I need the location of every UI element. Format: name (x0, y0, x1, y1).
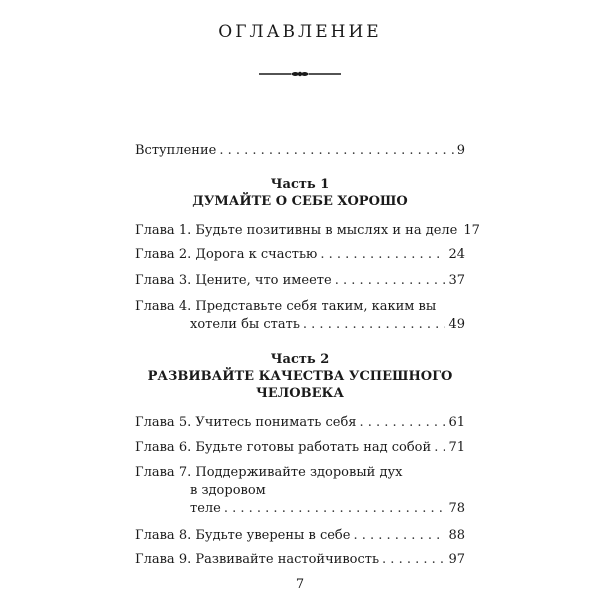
entry-label: Глава 5. Учитесь понимать себя (135, 415, 357, 430)
entry-label: Глава 1. Будьте позитивны в мыслях и на деле (135, 223, 458, 238)
dot-leader (320, 246, 445, 264)
entry-page: 88 (448, 528, 465, 543)
dot-leader (335, 272, 446, 290)
dot-leader (224, 500, 446, 518)
entry-page: 9 (456, 143, 465, 158)
entry-label: Глава 8. Будьте уверены в себе (135, 528, 351, 543)
entry-label: Вступление (135, 143, 217, 158)
toc-entry-chapter-3[interactable] (135, 272, 465, 290)
part-2-heading (135, 351, 465, 402)
entry-page: 97 (448, 552, 465, 567)
entry-label-continued: в здоровом (190, 483, 266, 498)
part-1-heading (135, 176, 465, 210)
part-title-line: ДУМАЙТЕ О СЕБЕ ХОРОШО (192, 194, 408, 209)
dot-leader (353, 527, 445, 545)
part-number: Часть 1 (270, 177, 330, 192)
toc-entry-chapter-4[interactable] (135, 298, 465, 334)
toc-entry-chapter-6[interactable] (135, 439, 465, 457)
part-title-line: ЧЕЛОВЕКА (256, 386, 344, 401)
entry-page: 61 (448, 415, 465, 430)
toc-entry-intro[interactable] (135, 142, 465, 160)
entry-page: 17 (463, 223, 480, 238)
entry-page: 49 (448, 317, 465, 332)
entry-label: Глава 3. Цените, что имеете (135, 273, 332, 288)
entry-page: 24 (448, 247, 465, 262)
toc-entry-chapter-8[interactable] (135, 527, 465, 545)
entry-label: Глава 7. Поддерживайте здоровый дух (135, 465, 403, 480)
entry-label: Глава 9. Развивайте настойчивость (135, 552, 380, 567)
entry-label: Глава 6. Будьте готовы работать над собой (135, 440, 432, 455)
part-number: Часть 2 (270, 352, 330, 367)
page-number: 7 (295, 577, 305, 592)
entry-label-continued: теле (190, 501, 221, 516)
entry-label: Глава 4. Представьте себя таким, каким вы (135, 299, 437, 314)
toc-entry-chapter-7[interactable] (135, 464, 465, 518)
dot-leader (219, 142, 453, 160)
toc-entry-chapter-5[interactable] (135, 414, 465, 432)
entry-label: Глава 2. Дорога к счастью (135, 247, 318, 262)
dot-leader (434, 439, 445, 457)
ornament-divider-icon (259, 68, 341, 80)
part-title-line: РАЗВИВАЙТЕ КАЧЕСТВА УСПЕШНОГО (147, 369, 453, 384)
toc-entry-chapter-9[interactable] (135, 551, 465, 569)
toc-entry-chapter-1[interactable] (135, 222, 480, 240)
entry-page: 71 (448, 440, 465, 455)
entry-label-continued: хотели бы стать (190, 317, 300, 332)
page-title: ОГЛАВЛЕНИЕ (218, 22, 382, 42)
entry-page: 37 (448, 273, 465, 288)
dot-leader (303, 316, 446, 334)
toc-entry-chapter-2[interactable] (135, 246, 465, 264)
entry-page: 78 (448, 501, 465, 516)
dot-leader (360, 414, 446, 432)
dot-leader (382, 551, 445, 569)
